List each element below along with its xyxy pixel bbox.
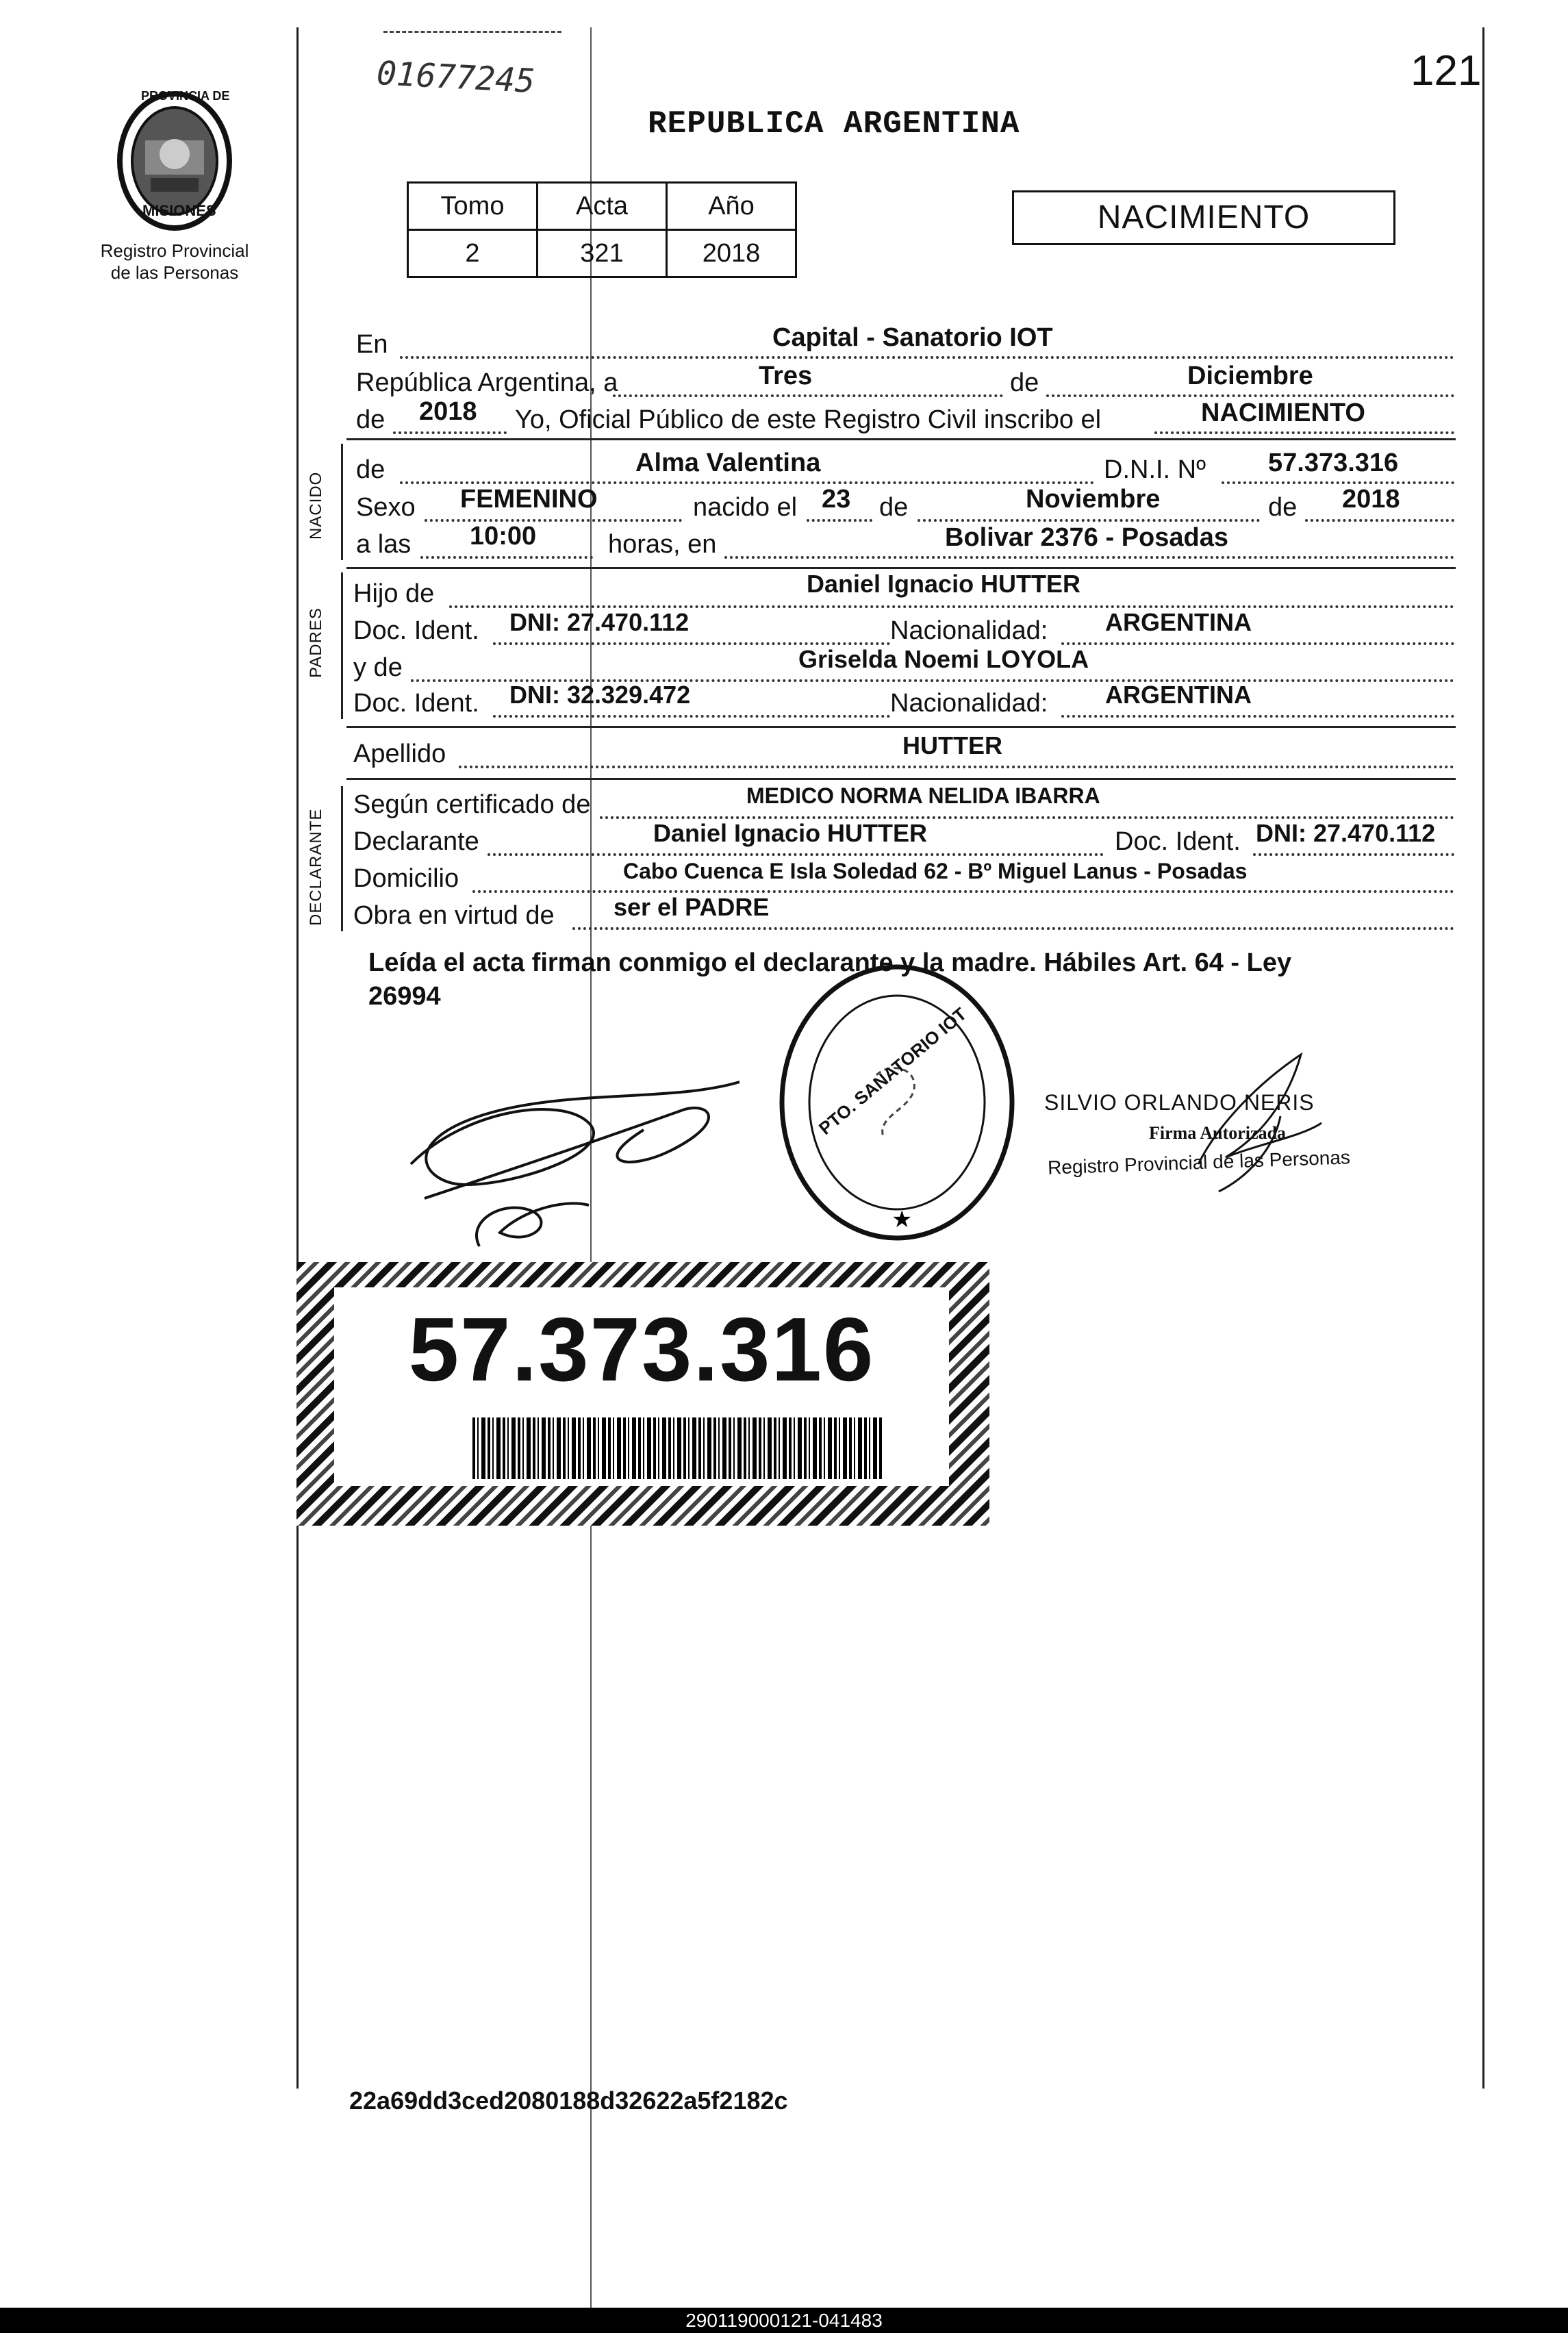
registry-line-2: de las Personas [110,262,239,283]
document-hash: 22a69dd3ced2080188d32622a5f2182c [349,2086,788,2115]
registry-line-1: Registro Provincial [100,240,249,261]
padres-rule [346,726,1456,728]
value-madre: Griselda Noemi LOYOLA [798,645,1089,673]
nacido-rule [346,567,1456,569]
value-padre: Daniel Ignacio HUTTER [807,570,1081,598]
record-type-box: NACIMIENTO [1012,190,1395,245]
label-de4: de [879,493,909,522]
line-domicilio-nac [724,556,1454,559]
line-dia [613,394,1003,397]
label-y-de: y de [353,653,403,682]
line-mes [1046,394,1454,397]
label-en: En [356,330,388,359]
nacido-bracket [341,444,343,560]
line-apellido [459,766,1454,768]
value-declarante: Daniel Ignacio HUTTER [653,819,928,847]
line-nombre [400,481,1094,484]
line-hora [420,556,593,559]
document-title: REPUBLICA ARGENTINA [648,106,1020,142]
page-number: 121 [1411,47,1482,94]
right-margin-line [1482,27,1484,2089]
label-republica: República Argentina, a [356,368,618,397]
value-nac-madre: ARGENTINA [1105,681,1252,709]
table-value-anio: 2018 [667,230,796,277]
line-anio-nac [1305,519,1454,522]
label-sexo: Sexo [356,493,416,522]
line-sexo [425,519,682,522]
label-a-las: a las [356,530,412,559]
line-anio [393,431,507,434]
label-de3: de [356,455,385,484]
value-lugar: Capital - Sanatorio IOT [772,323,1053,352]
logo-text-bottom: MISIONES [142,202,216,219]
line-dni [1222,481,1454,484]
closing-text-1: Leída el acta firman conmigo el declarante y la madre. Hábiles Art. 64 - Ley [368,948,1292,977]
line-declarante [488,853,1104,856]
value-dni-madre: DNI: 32.329.472 [509,681,691,709]
stamp-center-text: PTO. SANATORIO IOT [815,1003,971,1139]
label-apellido: Apellido [353,740,446,768]
line-nac-madre [1061,715,1454,718]
line-dia-nac [807,519,872,522]
value-dia: Tres [759,362,813,390]
table-value-tomo: 2 [408,230,538,277]
line-dni-declarante [1253,853,1454,856]
intro-rule [346,438,1456,440]
value-apellido: HUTTER [902,731,1002,759]
footer-code: 290119000121-041483 [0,2308,1568,2333]
barcode [472,1417,883,1479]
line-mes-nac [918,519,1260,522]
value-certificado: MEDICO NORMA NELIDA IBARRA [746,783,1100,808]
serial-top-line [383,31,561,33]
value-dni-declarante: DNI: 27.470.112 [1256,819,1436,847]
label-doc-ident2: Doc. Ident. [353,689,479,718]
value-mes: Diciembre [1187,362,1313,390]
official-org: Registro Provincial de las Personas [1047,1146,1351,1178]
official-role: Firma Autorizada [1149,1123,1287,1143]
label-nacionalidad2: Nacionalidad: [890,689,1048,718]
label-nacido-el: nacido el [693,493,798,522]
serial-number: 01677245 [375,53,536,101]
label-segun: Según certificado de [353,790,591,819]
line-nac-padre [1061,642,1454,645]
declarante-bracket [341,786,343,931]
closing-text-2: 26994 [368,982,441,1011]
barcode-number: 57.373.316 [408,1299,875,1400]
label-de1: de [1010,368,1039,397]
label-declarante: Declarante [353,827,479,856]
value-obra: ser el PADRE [614,893,770,921]
value-nac-padre: ARGENTINA [1105,608,1252,636]
value-hora: 10:00 [470,522,537,551]
section-label-declarante: DECLARANTE [307,808,325,926]
label-de5: de [1268,493,1298,522]
padres-bracket [341,572,343,719]
value-domicilio-nac: Bolivar 2376 - Posadas [945,523,1228,552]
label-doc-ident3: Doc. Ident. [1115,827,1241,856]
label-doc-ident1: Doc. Ident. [353,616,479,645]
value-nombre: Alma Valentina [635,449,821,477]
value-mes-nac: Noviembre [1026,485,1161,514]
official-stamp [774,959,1020,1246]
line-obra [572,927,1454,930]
value-domicilio: Cabo Cuenca E Isla Soledad 62 - Bº Miguel Lanus - Posadas [623,859,1248,883]
line-lugar [400,356,1454,359]
label-de2: de [356,405,385,434]
label-horas-en: horas, en [608,530,717,559]
value-tipo: NACIMIENTO [1201,399,1365,427]
value-dni-padre: DNI: 27.470.112 [509,608,690,636]
logo-text-top: PROVINCIA DE [141,89,230,103]
value-anio-nac: 2018 [1342,485,1400,514]
line-dni-madre [493,715,890,718]
section-label-padres: PADRES [307,607,325,678]
label-obra: Obra en virtud de [353,901,555,930]
value-dia-nac: 23 [822,485,851,514]
svg-text:★: ★ [892,1206,913,1233]
table-value-acta: 321 [538,230,667,277]
official-name: SILVIO ORLANDO NERIS [1044,1090,1315,1115]
label-hijo-de: Hijo de [353,579,435,608]
value-anio: 2018 [419,397,477,426]
registry-name [82,240,267,283]
record-table [407,181,797,278]
left-margin-line [296,27,299,2089]
value-dni: 57.373.316 [1268,449,1399,477]
label-domicilio: Domicilio [353,864,459,893]
declarant-signature [383,1027,794,1260]
table-header-anio: Año [667,183,796,230]
table-header-acta: Acta [538,183,667,230]
table-header-tomo: Tomo [408,183,538,230]
apellido-rule [346,778,1456,780]
label-dni: D.N.I. Nº [1104,455,1206,484]
label-yo: Yo, Oficial Público de este Registro Civil inscribo el [515,405,1102,434]
section-label-nacido: NACIDO [307,471,325,540]
value-sexo: FEMENINO [460,485,598,514]
label-nacionalidad1: Nacionalidad: [890,616,1048,645]
line-tipo [1154,431,1454,434]
